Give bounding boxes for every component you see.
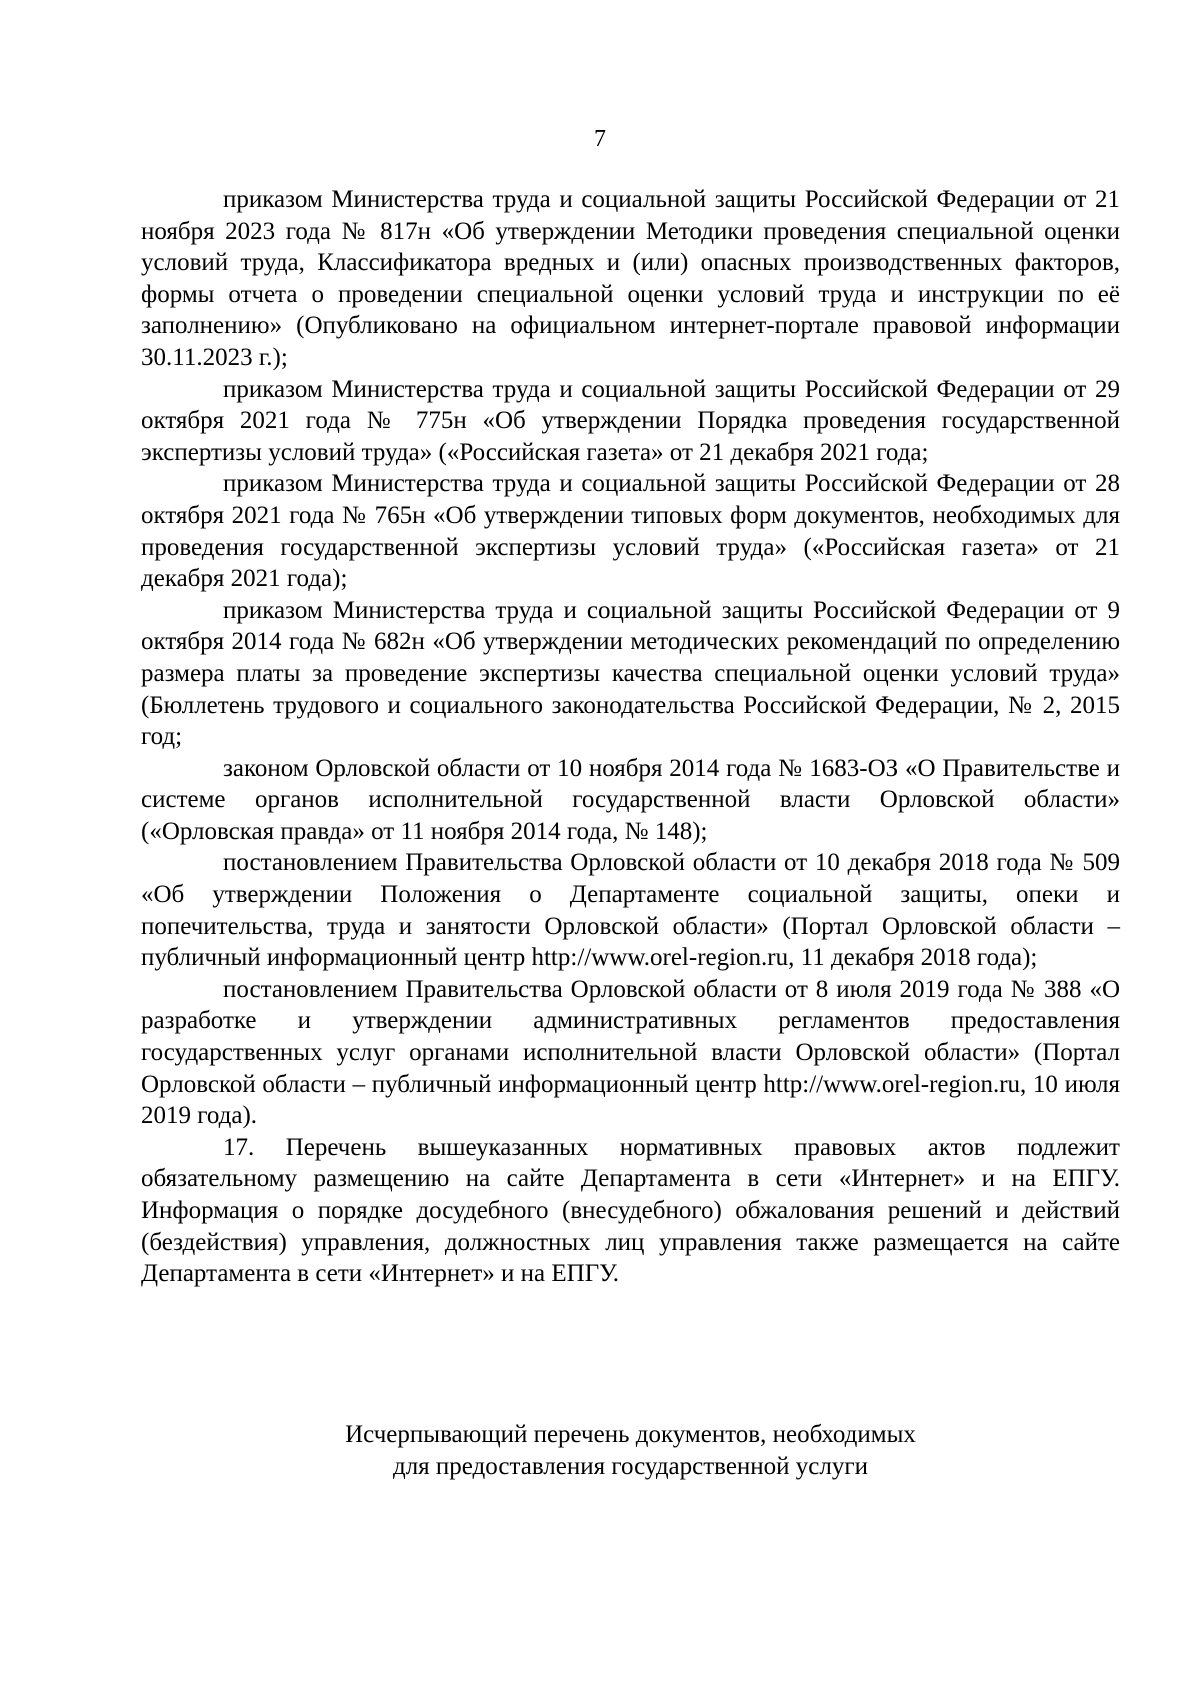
section-heading-line-1: Исчерпывающий перечень документов, необходимых — [345, 1421, 916, 1448]
paragraph-resolution-509: постановлением Правительства Орловской области от 10 декабря 2018 года № 509 «Об утверждении Положения о Департаменте социальной защиты, опеки и попечительства, труда и занятости Орловской области» (Портал Орловской области – публичный информационный центр http://www.orel-region.ru, 11 декабря 2018 года); — [141, 849, 1120, 972]
paragraph-order-765n: приказом Министерства труда и социальной защиты Российской Федерации от 28 октября 2021 года № 765н «Об утверждении типовых форм документов, необходимых для проведения государственной экспертизы условий труда» («Российская газета» от 21 декабря 2021 года); — [141, 470, 1120, 593]
paragraph-order-817n: приказом Министерства труда и социальной защиты Российской Федерации от 21 ноября 2023 года № 817н «Об утверждении Методики проведения специальной оценки условий труда, Классификатора вредных и (или) опасных производственных факторов, формы отчета о проведении специальной оценки условий труда и инструкции по её заполнению» (Опубликовано на официальном интернет-портале правовой информации 30.11.2023 г.); — [141, 186, 1120, 371]
document-body — [141, 184, 1120, 1290]
section-heading-line-2: для предоставления государственной услуги — [392, 1452, 869, 1480]
paragraph-order-775n: приказом Министерства труда и социальной защиты Российской Федерации от 29 октября 2021 года № 775н «Об утверждении Порядка проведения государственной экспертизы условий труда» («Российская газета» от 21 декабря 2021 года; — [141, 375, 1120, 466]
section-heading — [141, 1419, 1120, 1482]
paragraph-law-1683-oz: законом Орловской области от 10 ноября 2014 года № 1683-ОЗ «О Правительстве и системе органов исполнительной государственной власти Орловской области» («Орловская правда» от 11 ноября 2014 года, № 148); — [141, 754, 1120, 845]
paragraph-item-17: 17. Перечень вышеуказанных нормативных правовых актов подлежит обязательному размещению на сайте Департамента в сети «Интернет» и на ЕПГУ. Информация о порядке досудебного (внесудебного) обжалования решений и действий (бездействия) управления, должностных лиц управления также размещается на сайте Департамента в сети «Интернет» и на ЕПГУ. — [141, 1133, 1120, 1288]
paragraph-resolution-388: постановлением Правительства Орловской области от 8 июля 2019 года № 388 «О разработке и утверждении административных регламентов предоставления государственных услуг органами исполнительной власти Орловской области» (Портал Орловской области – публичный информационный центр http://www.orel-region.ru, 10 июля 2019 года). — [141, 975, 1120, 1130]
page-number: 7 — [594, 126, 606, 152]
paragraph-order-682n: приказом Министерства труда и социальной защиты Российской Федерации от 9 октября 2014 года № 682н «Об утверждении методических рекомендаций по определению размера платы за проведение экспертизы качества специальной оценки условий труда» (Бюллетень трудового и социального законодательства Российской Федерации, № 2, 2015 год; — [141, 596, 1120, 751]
